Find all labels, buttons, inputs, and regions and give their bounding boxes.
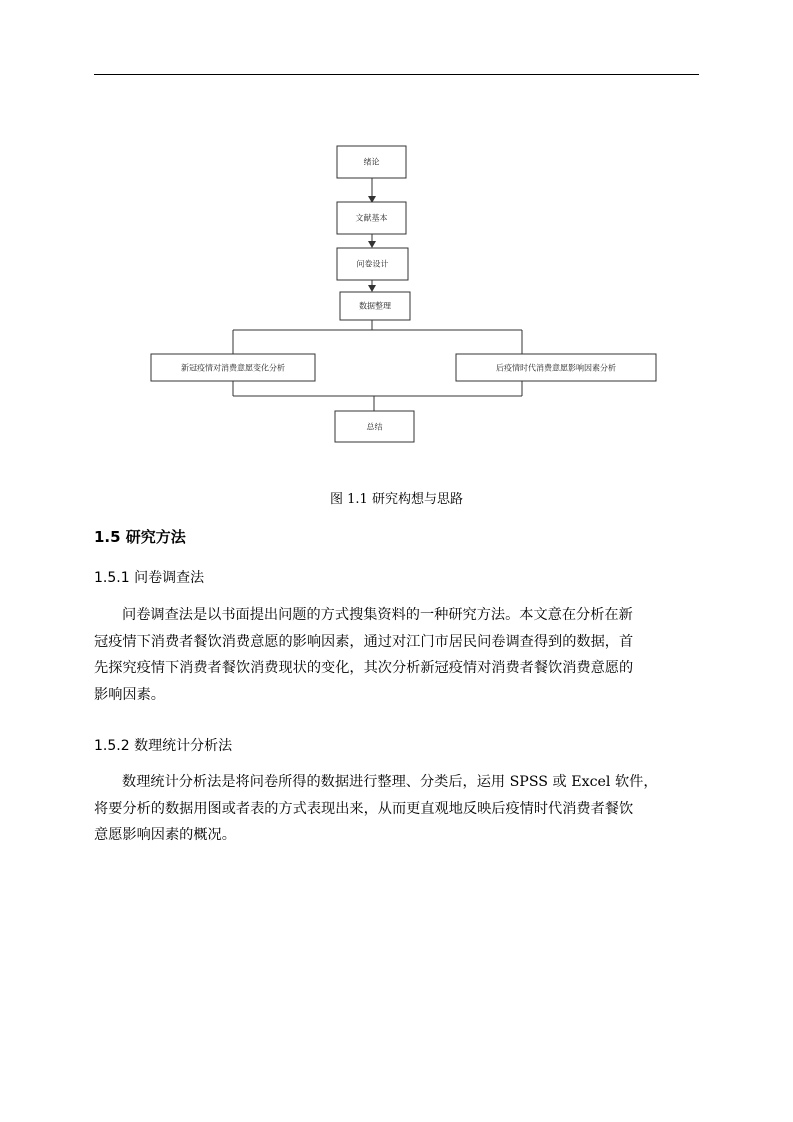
paragraph-line: 问卷调查法是以书面提出问题的方式搜集资料的一种研究方法。本文意在分析在新 bbox=[122, 607, 633, 623]
section-heading: 1.5 研究方法 bbox=[94, 528, 186, 546]
node-questionnaire-label: 问卷设计 bbox=[356, 259, 389, 269]
node-left-analysis-label: 新冠疫情对消费意愿变化分析 bbox=[181, 363, 285, 373]
paragraph-statistics bbox=[94, 769, 700, 849]
node-intro-label: 绪论 bbox=[363, 157, 380, 167]
subsection-heading-statistics: 1.5.2 数理统计分析法 bbox=[94, 738, 233, 754]
paragraph-line: 影响因素。 bbox=[94, 686, 165, 703]
paragraph-line: 数理统计分析法是将问卷所得的数据进行整理、分类后，运用 SPSS 或 Excel 软件， bbox=[122, 774, 658, 790]
paragraph-line: 将要分析的数据用图或者表的方式表现出来，从而更直观地反映后疫情时代消费者餐饮 bbox=[94, 800, 634, 817]
figure-caption: 图 1.1 研究构想与思路 bbox=[330, 492, 463, 507]
flowchart bbox=[0, 0, 793, 470]
node-data-label: 数据整理 bbox=[359, 301, 391, 311]
node-right-analysis-label: 后疫情时代消费意愿影响因素分析 bbox=[496, 363, 616, 373]
paragraph-questionnaire bbox=[94, 602, 700, 708]
paragraph-line: 冠疫情下消费者餐饮消费意愿的影响因素，通过对江门市居民问卷调查得到的数据，首 bbox=[94, 633, 634, 650]
paragraph-line: 意愿影响因素的概况。 bbox=[94, 827, 236, 844]
paragraph-line: 先探究疫情下消费者餐饮消费现状的变化，其次分析新冠疫情对消费者餐饮消费意愿的 bbox=[94, 660, 634, 677]
node-conclusion-label: 总结 bbox=[366, 422, 383, 432]
node-literature-label: 文献基本 bbox=[355, 213, 388, 223]
subsection-heading-questionnaire: 1.5.1 问卷调查法 bbox=[94, 570, 205, 586]
